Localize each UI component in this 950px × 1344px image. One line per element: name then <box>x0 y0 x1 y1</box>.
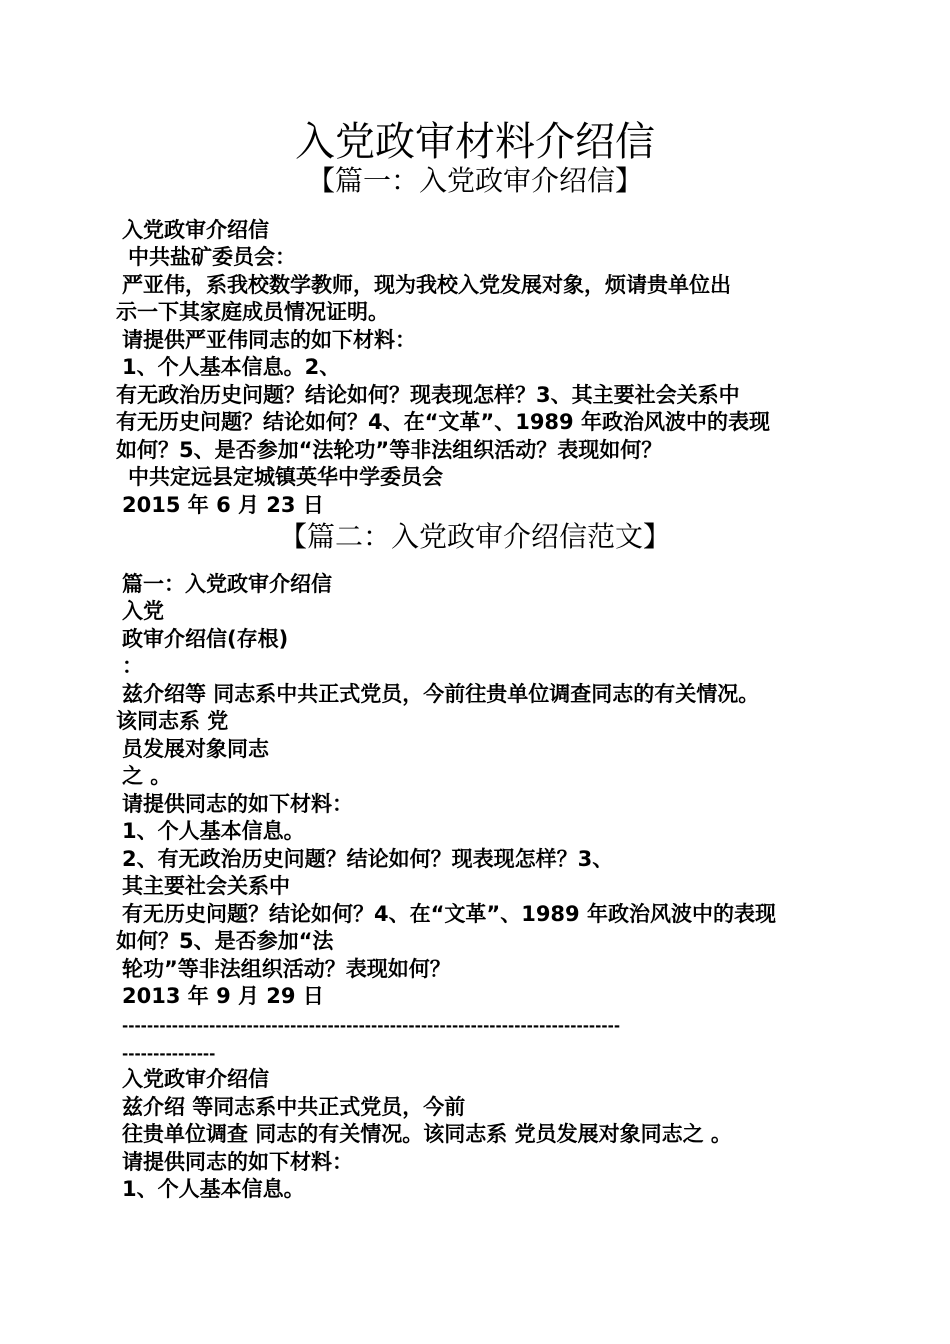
s2-line-10: 2、有无政治历史问题？结论如何？现表现怎样？3、 <box>122 847 614 871</box>
s2-line-12: 有无历史问题？结论如何？4、在“文革”、1989 年政治风波中的表现 <box>122 902 776 926</box>
separator-line-1: -------------------------------------------------------------------------------- <box>122 1017 621 1035</box>
s1-line-5: 1、个人基本信息。2、 <box>122 355 341 379</box>
s2-line-13: 如何？5、是否参加“法 <box>116 929 334 953</box>
s2-line-0: 篇一：入党政审介绍信 <box>122 572 332 596</box>
s2-line-6: 员发展对象同志 <box>122 737 269 761</box>
s1-line-9: 中共定远县定城镇英华中学委员会 <box>128 465 443 489</box>
separator-line-2: --------------- <box>122 1045 216 1063</box>
s2-line-19: 兹介绍 等同志系中共正式党员，今前 <box>122 1095 466 1119</box>
document-title: 入党政审材料介绍信 <box>295 119 655 165</box>
s2-line-2: 政审介绍信(存根) <box>122 627 289 651</box>
s1-line-3: 示一下其家庭成员情况证明。 <box>116 300 389 324</box>
s2-line-8: 请提供同志的如下材料： <box>122 792 353 816</box>
s2-line-1: 入党 <box>122 599 164 623</box>
s1-line-7: 有无历史问题？结论如何？4、在“文革”、1989 年政治风波中的表现 <box>116 410 770 434</box>
s2-line-3: ： <box>122 654 143 678</box>
s2-line-11: 其主要社会关系中 <box>122 874 290 898</box>
s1-line-4: 请提供严亚伟同志的如下材料： <box>122 328 416 352</box>
s1-line-2: 严亚伟，系我校数学教师，现为我校入党发展对象，烦请贵单位出 <box>122 273 731 297</box>
s2-line-14: 轮功”等非法组织活动？表现如何？ <box>122 957 451 981</box>
section-2-heading: 【篇二：入党政审介绍信范文】 <box>278 520 671 553</box>
s2-line-5: 该同志系 党 <box>116 709 229 733</box>
s2-line-18: 入党政审介绍信 <box>122 1067 269 1091</box>
s2-line-20: 往贵单位调查 同志的有关情况。该同志系 党员发展对象同志之 。 <box>122 1122 732 1146</box>
s1-line-6: 有无政治历史问题？结论如何？现表现怎样？3、其主要社会关系中 <box>116 383 740 407</box>
s1-line-8: 如何？5、是否参加“法轮功”等非法组织活动？表现如何？ <box>116 438 663 462</box>
s2-line-9: 1、个人基本信息。 <box>122 819 305 843</box>
s2-line-7: 之 。 <box>122 764 172 788</box>
s1-line-10: 2015 年 6 月 23 日 <box>122 493 324 517</box>
s1-line-1: 中共盐矿委员会： <box>128 245 296 269</box>
s2-line-21: 请提供同志的如下材料： <box>122 1150 353 1174</box>
s2-line-22: 1、个人基本信息。 <box>122 1177 305 1201</box>
s2-line-15: 2013 年 9 月 29 日 <box>122 984 324 1008</box>
s1-line-0: 入党政审介绍信 <box>122 218 269 242</box>
s2-line-4: 兹介绍等 同志系中共正式党员，今前往贵单位调查同志的有关情况。 <box>122 682 760 706</box>
section-1-heading: 【篇一：入党政审介绍信】 <box>306 164 643 197</box>
